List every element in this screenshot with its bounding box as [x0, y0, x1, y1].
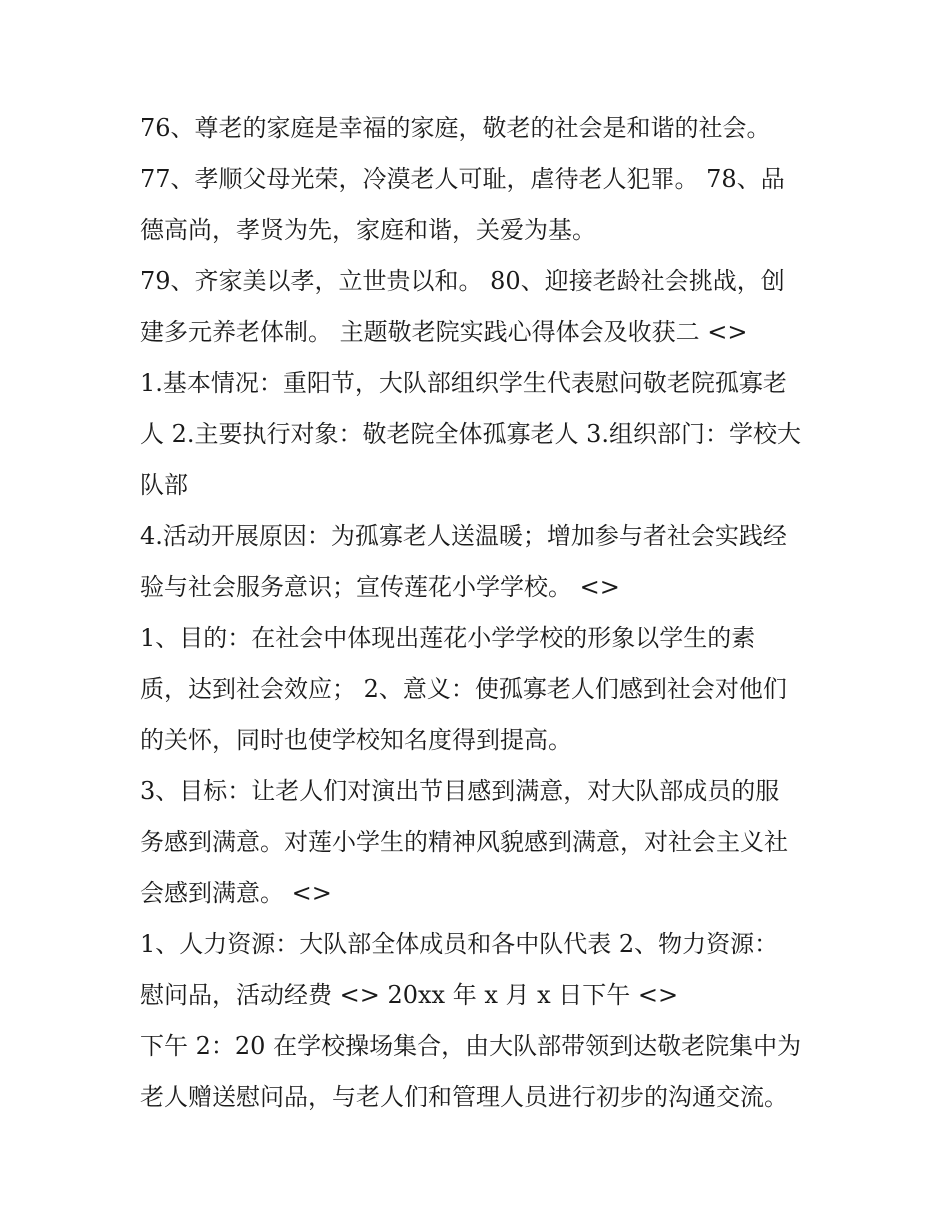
text-line: 慰问品，活动经费 <> 20xx 年 x 月 x 日下午 <>: [140, 981, 679, 1009]
text-line: 下午 2：20 在学校操场集合，由大队部带领到达敬老院集中为: [140, 1032, 802, 1060]
document-body: [140, 103, 820, 1123]
text-line: 76、尊老的家庭是幸福的家庭，敬老的社会是和谐的社会。: [140, 114, 771, 142]
text-line: 3、目标：让老人们对演出节目感到满意，对大队部成员的服: [140, 777, 780, 805]
text-line: 质，达到社会效应； 2、意义：使孤寡老人们感到社会对他们: [140, 675, 787, 703]
text-line: 1、人力资源：大队部全体成员和各中队代表 2、物力资源：: [140, 930, 779, 958]
text-line: 老人赠送慰问品，与老人们和管理人员进行初步的沟通交流。: [140, 1083, 788, 1111]
text-line: 4.活动开展原因：为孤寡老人送温暖；增加参与者社会实践经: [140, 522, 787, 550]
text-line: 德高尚，孝贤为先，家庭和谐，关爱为基。: [140, 216, 596, 244]
text-line: 1.基本情况：重阳节，大队部组织学生代表慰问敬老院孤寡老: [140, 369, 787, 397]
text-line: 务感到满意。对莲小学生的精神风貌感到满意，对社会主义社: [140, 828, 788, 856]
text-line: 队部: [140, 471, 188, 499]
text-line: 1、目的：在社会中体现出莲花小学学校的形象以学生的素: [140, 624, 756, 652]
text-line: 的关怀，同时也使学校知名度得到提高。: [140, 726, 572, 754]
text-line: 会感到满意。 <>: [140, 879, 332, 907]
text-line: 验与社会服务意识；宣传莲花小学学校。 <>: [140, 573, 620, 601]
text-line: 77、孝顺父母光荣，冷漠老人可耻，虐待老人犯罪。 78、品: [140, 165, 785, 193]
text-line: 建多元养老体制。 主题敬老院实践心得体会及收获二 <>: [140, 318, 748, 346]
text-line: 人 2.主要执行对象：敬老院全体孤寡老人 3.组织部门：学校大: [140, 420, 802, 448]
text-line: 79、齐家美以孝，立世贵以和。 80、迎接老龄社会挑战，创: [140, 267, 785, 295]
